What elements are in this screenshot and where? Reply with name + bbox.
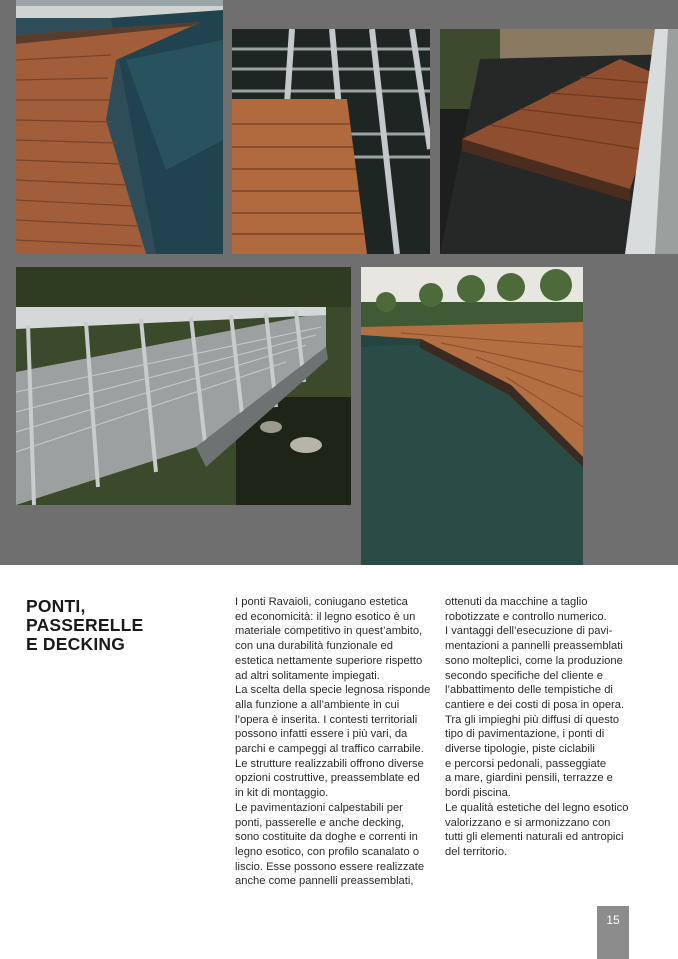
body-line: sono costituite da doghe e correnti in [235, 831, 418, 844]
body-line: mentazioni a pannelli preassemblati [445, 640, 623, 653]
body-line: bordi piscina. [445, 787, 511, 800]
body-line: La scelta della specie legnosa risponde [235, 684, 431, 697]
photo-deck-platform [440, 29, 678, 254]
body-line: Le pavimentazioni calpestabili per [235, 801, 403, 814]
body-line: e percorsi pedonali, passeggiate [445, 757, 607, 770]
body-line: Tra gli impieghi più diffusi di questo [445, 713, 620, 726]
title-line: PASSERELLE [26, 615, 144, 635]
body-line: secondo specifiche del cliente e [445, 669, 603, 682]
body-line: Le strutture realizzabili offrono diverse [235, 757, 424, 770]
body-line: cantiere e dei costi di posa in opera. [445, 698, 625, 711]
body-line: diverse tipologie, piste ciclabili [445, 743, 595, 756]
body-line: ad altri solitamente impiegati. [235, 669, 380, 682]
body-line: liscio. Esse possono essere realizzate [235, 860, 425, 873]
body-line: valorizzano e si armonizzano con [445, 816, 611, 829]
body-line: anche come pannelli preassemblati, [235, 875, 414, 888]
title-line: E DECKING [26, 634, 126, 654]
body-line: l’abbattimento delle tempistiche di [445, 684, 613, 697]
body-line: del territorio. [445, 845, 508, 858]
body-line: sono molteplici, come la produzione [445, 654, 623, 667]
body-line: ed economicità: il legno esotico è un [235, 610, 416, 623]
body-line: alla funzione a all’ambiente in cui [235, 698, 400, 711]
body-line: in kit di montaggio. [235, 787, 329, 800]
body-line: parchi e campeggi al traffico carrabile. [235, 743, 424, 756]
body-column-right [445, 595, 645, 860]
body-line: estetica nettamente superiore rispetto [235, 654, 423, 667]
body-line: I vantaggi dell’esecuzione di pavi- [445, 625, 613, 638]
body-line: ottenuti da macchine a taglio [445, 596, 588, 608]
photo-footbridge [16, 267, 351, 505]
body-column-left [235, 595, 435, 889]
body-line: l’opera è inserita. I contesti territoriali [235, 713, 418, 726]
body-line: tutti gli elementi naturali ed antropici [445, 831, 624, 844]
page-title [26, 597, 206, 654]
body-line: robotizzate e controllo numerico. [445, 610, 607, 623]
photo-boardwalk-canal [16, 0, 223, 254]
body-line: opzioni costruttive, preassemblate ed [235, 772, 420, 785]
body-line: possono infatti essere i più vari, da [235, 728, 408, 741]
photo-decking-construction [232, 29, 430, 254]
title-line: PONTI, [26, 596, 86, 616]
body-line: a mare, giardini pensili, terrazze e [445, 772, 613, 785]
body-line: legno esotico, con profilo scanalato o [235, 845, 420, 858]
body-line: tipo di pavimentazione, i ponti di [445, 728, 605, 741]
body-line: ponti, passerelle e anche decking, [235, 816, 405, 829]
body-line: I ponti Ravaioli, coniugano estetica [235, 596, 408, 608]
page-number: 15 [606, 913, 620, 927]
body-line: Le qualità estetiche del legno esotico [445, 801, 629, 814]
body-line: con una durabilità funzionale ed [235, 640, 393, 653]
photo-curved-promenade [361, 267, 583, 565]
page-number-box [597, 906, 629, 959]
body-line: materiale competitivo in quest’ambito, [235, 625, 423, 638]
